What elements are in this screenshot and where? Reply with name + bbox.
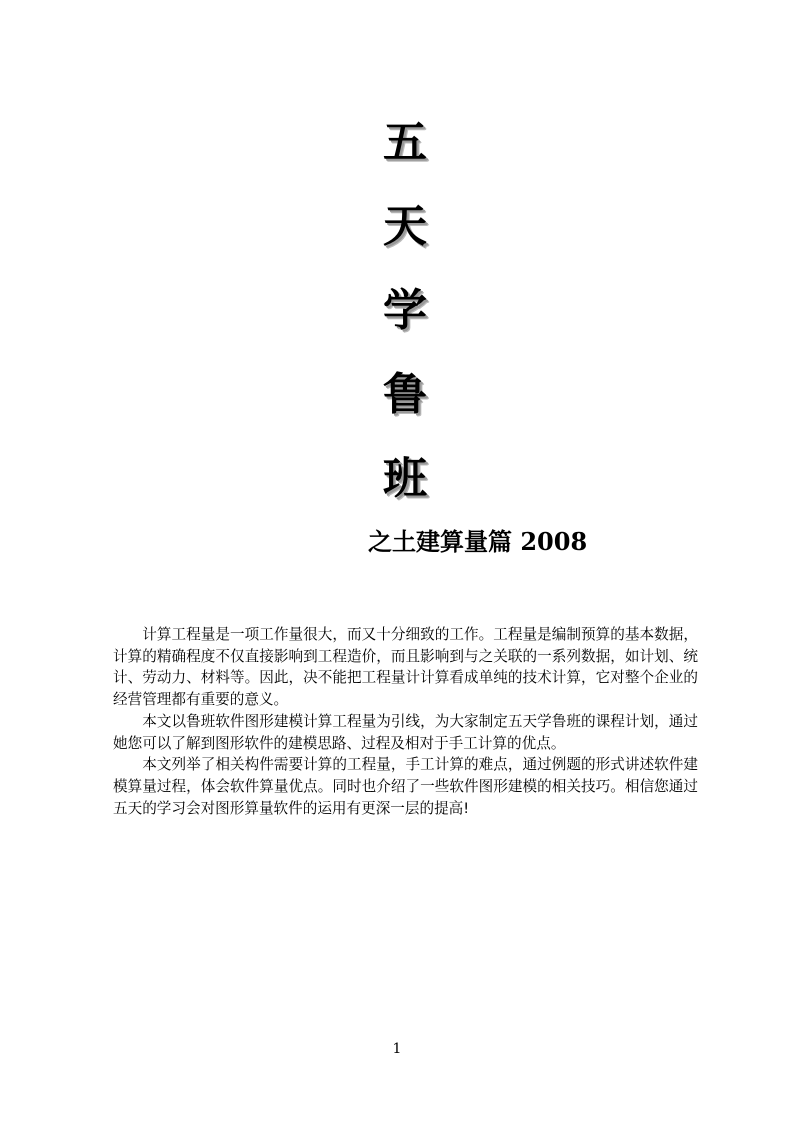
title-char-3: 学 bbox=[383, 285, 427, 336]
subtitle: 之土建算量篇 2008 bbox=[368, 527, 588, 556]
intro-paragraph-1: 计算工程量是一项工作量很大，而又十分细致的工作。工程量是编制预算的基本数据，计算的精确程度不仅直接影响到工程造价，而且影响到与之关联的一系列数据，如计划、统计、劳动力、材料等。因此，决不能把工程量计计算看成单纯的技术计算，它对整个企业的经营管理都有重要的意义。 bbox=[113, 626, 698, 709]
page-number: 1 bbox=[392, 1041, 402, 1057]
intro-paragraph-2: 本文以鲁班软件图形建模计算工程量为引线，为大家制定五天学鲁班的课程计划，通过她您可以了解到图形软件的建模思路、过程及相对于手工计算的优点。 bbox=[113, 712, 698, 752]
title-char-4: 鲁 bbox=[383, 369, 427, 420]
intro-paragraph-3: 本文列举了相关构件需要计算的工程量，手工计算的难点，通过例题的形式讲述软件建模算量过程，体会软件算量优点。同时也介绍了一些软件图形建模的相关技巧。相信您通过五天的学习会对图形算量软件的运用有更深一层的提高! bbox=[113, 756, 698, 817]
title-char-2: 天 bbox=[383, 201, 427, 252]
title-char-1: 五 bbox=[383, 117, 427, 168]
intro-text bbox=[113, 624, 698, 819]
title-char-5: 班 bbox=[383, 453, 427, 504]
